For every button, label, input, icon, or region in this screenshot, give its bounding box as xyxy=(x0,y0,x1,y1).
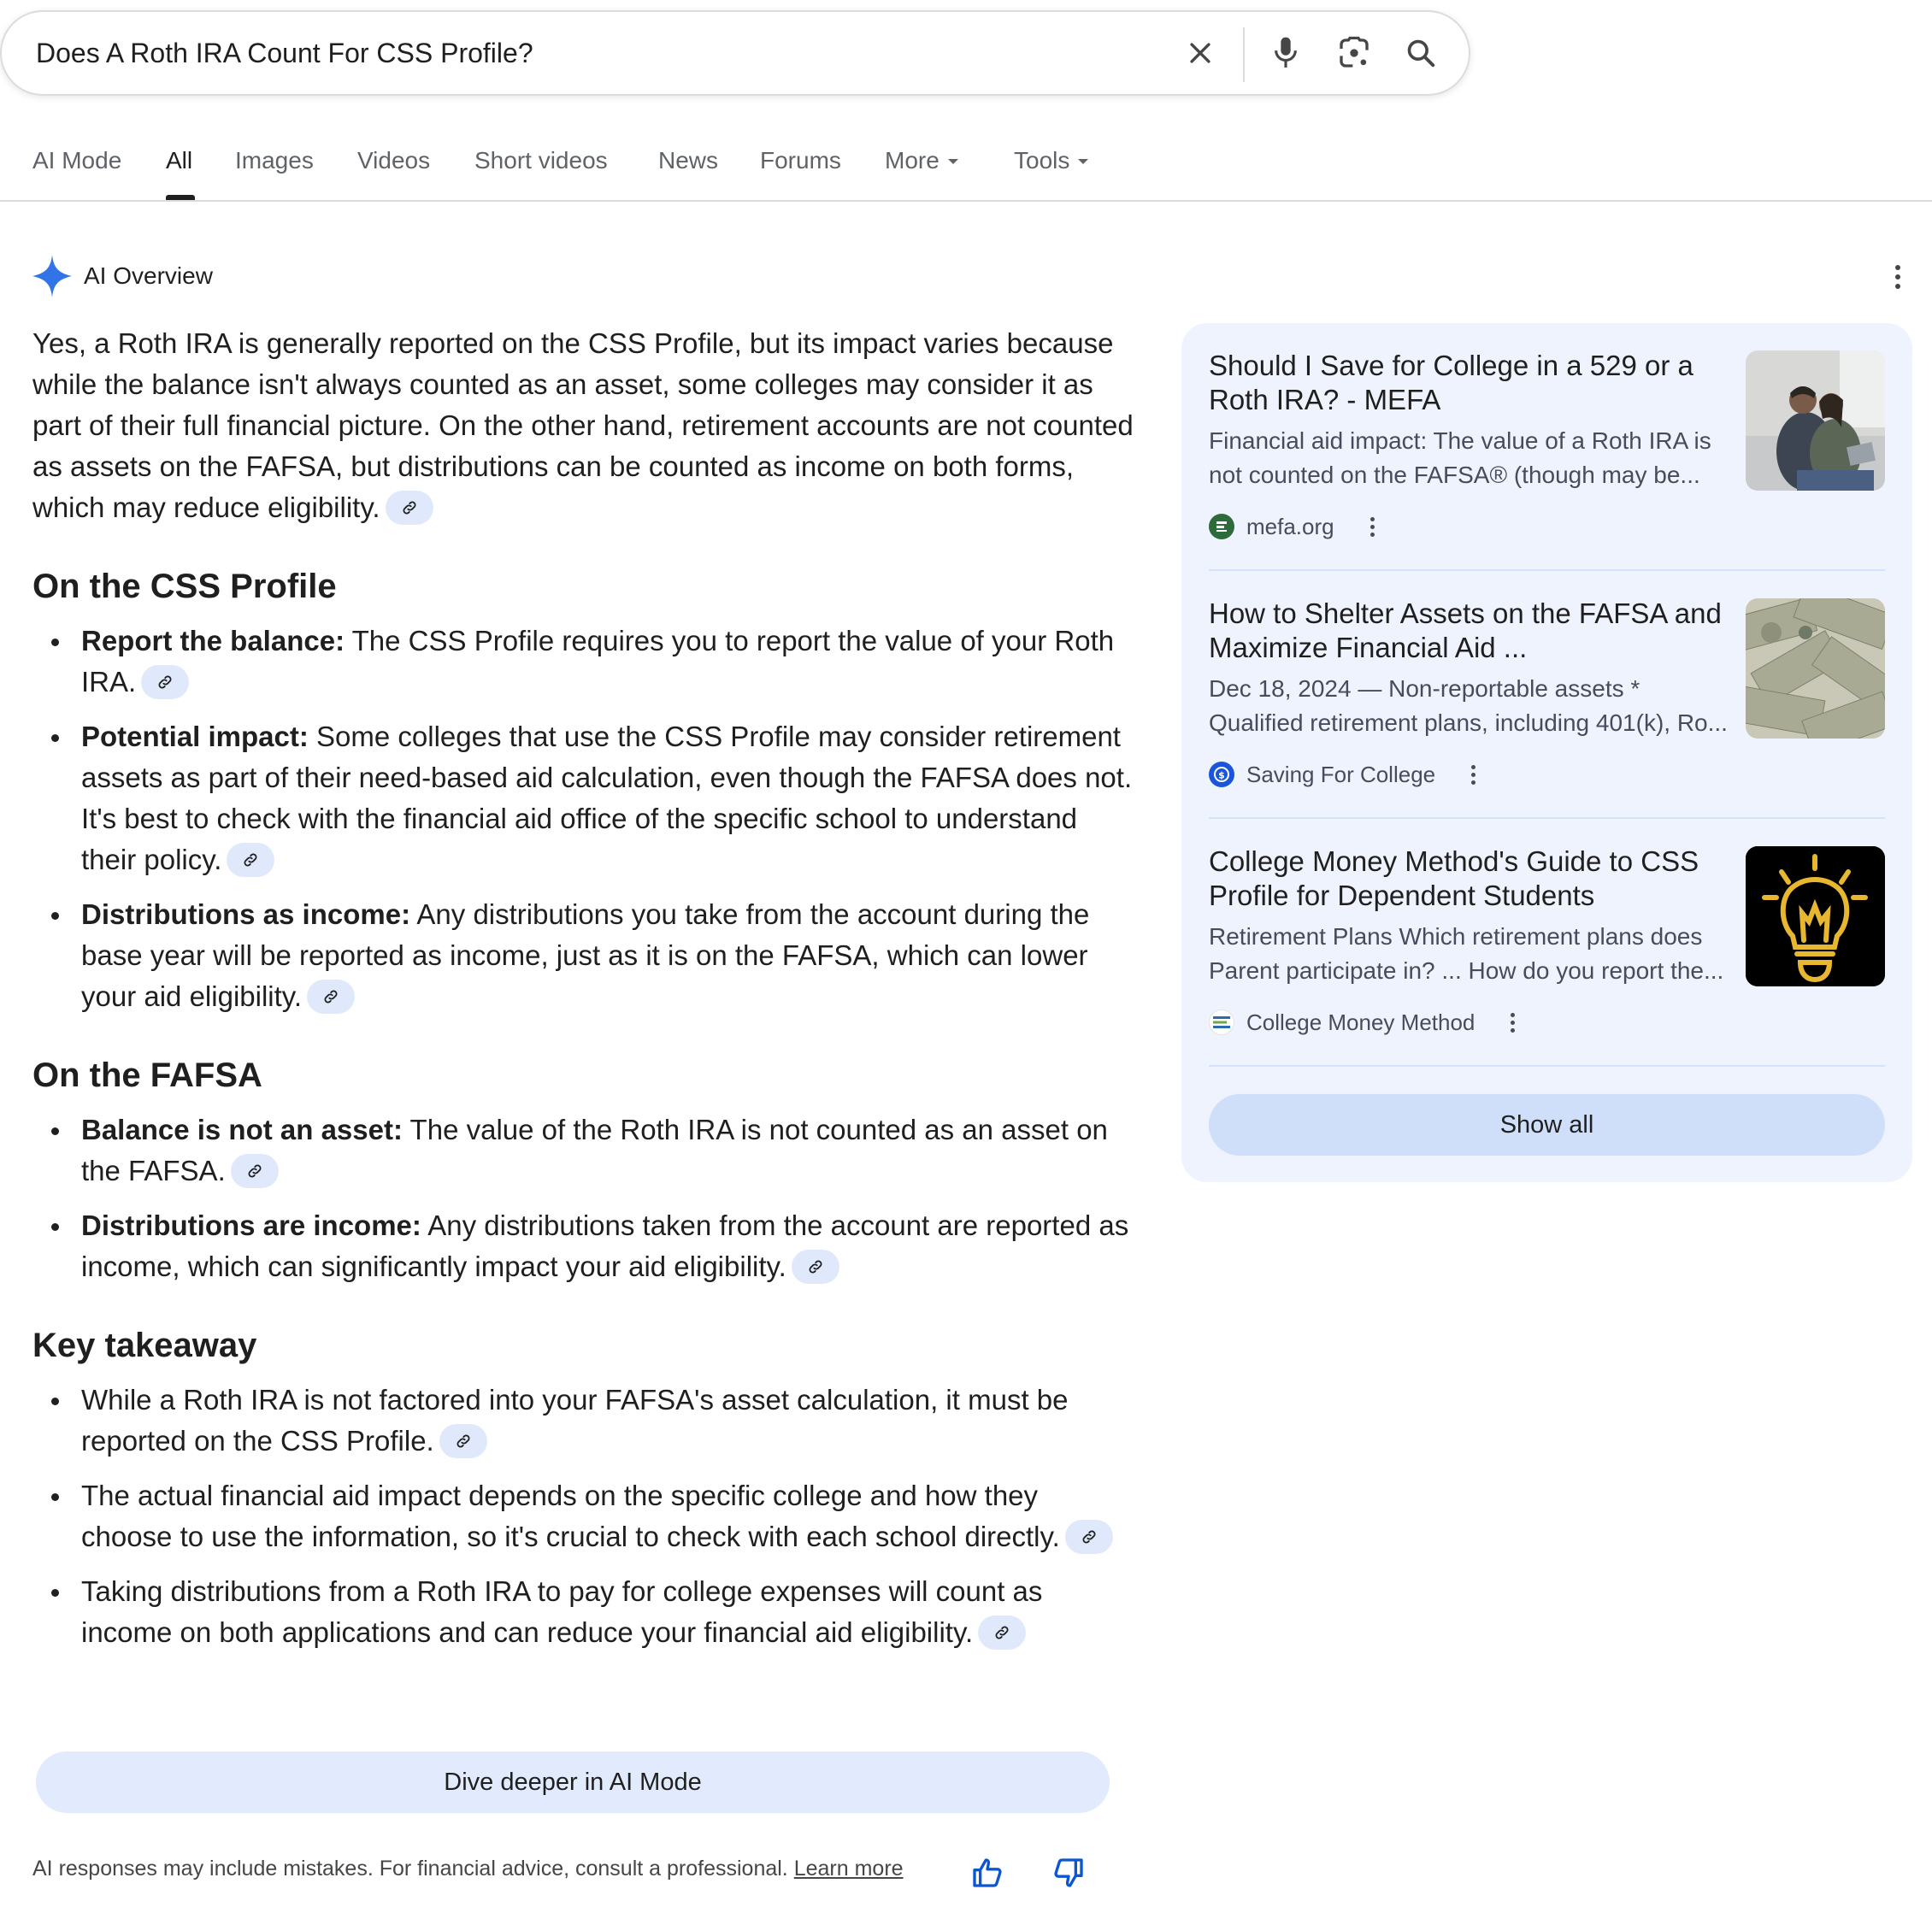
tab-short-videos[interactable] xyxy=(474,147,608,174)
sources-panel xyxy=(1181,323,1912,1182)
source-snippet: Retirement Plans Which retirement plans does Parent participate in? ... How do you report the... xyxy=(1209,923,1724,984)
card-divider xyxy=(1209,1065,1885,1067)
list-item xyxy=(32,1109,1135,1192)
thumbs-down-icon[interactable] xyxy=(1047,1851,1090,1894)
bullet-text: Any distributions you take from the account during the base year will be reported as income, just as it is on the FAFSA, which can lower your aid eligibility. xyxy=(81,898,1090,1012)
close-icon[interactable] xyxy=(1176,29,1224,77)
ai-overview-body xyxy=(32,323,1135,1667)
list-item xyxy=(32,894,1135,1017)
search-input[interactable]: Does A Roth IRA Count For CSS Profile? xyxy=(36,37,533,68)
bullet-label: Distributions as income: xyxy=(81,898,411,930)
fafsa-list xyxy=(32,1109,1135,1287)
bullet-text: The CSS Profile requires you to report the value of your Roth IRA. xyxy=(81,625,1115,697)
disclaimer-text: AI responses may include mistakes. For financial advice, consult a professional. xyxy=(32,1857,788,1881)
ai-overview-title: AI Overview xyxy=(84,262,213,289)
bullet-text: Any distributions taken from the account are reported as income, which can significantly impact your aid eligibility. xyxy=(81,1210,1129,1282)
section-heading-css-profile: On the CSS Profile xyxy=(32,568,337,605)
source-meta xyxy=(1209,1005,1522,1039)
bullet-label: Potential impact: xyxy=(81,721,309,752)
citation-link-icon[interactable] xyxy=(439,1424,487,1458)
tab-news[interactable] xyxy=(658,147,718,174)
google-lens-icon[interactable] xyxy=(1330,29,1378,77)
mefa-favicon-icon xyxy=(1209,514,1234,539)
source-options-icon[interactable] xyxy=(1504,1009,1522,1036)
source-site: Saving For College xyxy=(1246,761,1436,787)
learn-more-link[interactable]: Learn more xyxy=(793,1857,904,1881)
source-meta xyxy=(1209,757,1482,792)
lightbulb-thumbnail[interactable] xyxy=(1746,846,1885,986)
source-options-icon[interactable] xyxy=(1464,762,1482,788)
bullet-text: The value of the Roth IRA is not counted as an asset on the FAFSA. xyxy=(81,1114,1108,1186)
show-all-sources-button[interactable]: Show all xyxy=(1209,1094,1885,1156)
tab-forums[interactable] xyxy=(760,147,841,174)
citation-link-icon[interactable] xyxy=(231,1154,279,1188)
college-money-method-favicon-icon xyxy=(1209,1009,1234,1035)
tab-images[interactable] xyxy=(235,147,314,174)
search-icon[interactable] xyxy=(1397,29,1445,77)
bullet-text: While a Roth IRA is not factored into your FAFSA's asset calculation, it must be reported on the CSS Profile. xyxy=(81,1384,1069,1457)
tab-tools[interactable] xyxy=(1014,147,1088,174)
list-item xyxy=(32,1475,1135,1557)
microphone-icon[interactable] xyxy=(1262,29,1310,77)
tab-label: More xyxy=(885,147,939,174)
source-snippet: Dec 18, 2024 — Non-reportable assets * Qualified retirement plans, including 401(k), Ro... xyxy=(1209,675,1728,736)
citation-link-icon[interactable] xyxy=(227,843,274,877)
section-heading-key-takeaway: Key takeaway xyxy=(32,1327,257,1364)
saving-for-college-favicon-icon xyxy=(1209,762,1234,787)
more-options-icon[interactable] xyxy=(1884,258,1911,296)
tab-all[interactable] xyxy=(166,147,192,174)
svg-text:$: $ xyxy=(1218,769,1225,781)
thumbs-up-icon[interactable] xyxy=(966,1851,1009,1894)
ai-disclaimer xyxy=(32,1857,904,1881)
source-meta xyxy=(1209,509,1381,544)
tab-ai-mode[interactable] xyxy=(32,147,121,174)
bullet-text: Taking distributions from a Roth IRA to pay for college expenses will count as income on both applications and can reduce your financial aid eligibility. xyxy=(81,1575,1043,1648)
source-title[interactable]: How to Shelter Assets on the FAFSA and Maximize Financial Aid ... xyxy=(1209,597,1722,663)
key-takeaway-list xyxy=(32,1380,1135,1653)
tab-label: Videos xyxy=(357,147,431,174)
tab-label: Tools xyxy=(1014,147,1070,174)
bullet-label: Report the balance: xyxy=(81,625,345,656)
source-title[interactable]: College Money Method's Guide to CSS Profile for Dependent Students xyxy=(1209,845,1699,911)
tab-label: Forums xyxy=(760,147,841,174)
tab-more[interactable] xyxy=(885,147,958,174)
list-item xyxy=(32,621,1135,703)
citation-link-icon[interactable] xyxy=(978,1616,1026,1650)
bullet-text: The actual financial aid impact depends on the specific college and how they choose to use the information, so it's crucial to check with each school directly. xyxy=(81,1480,1060,1552)
citation-link-icon[interactable] xyxy=(141,665,189,699)
source-options-icon[interactable] xyxy=(1364,514,1381,540)
dive-deeper-ai-mode-button[interactable]: Dive deeper in AI Mode xyxy=(36,1751,1110,1813)
list-item xyxy=(32,1571,1135,1653)
search-tabs xyxy=(0,128,1932,202)
source-card[interactable] xyxy=(1209,819,1885,1067)
search-divider xyxy=(1243,27,1245,82)
intro-text: Yes, a Roth IRA is generally reported on the CSS Profile, but its impact varies because while the balance isn't always counted as an asset, some colleges may consider it as part of their full financial picture. On the other hand, retirement accounts are not counted as assets on the FAFSA, but distributions can be counted as income on both forms, which may reduce eligibility. xyxy=(32,327,1134,523)
tabs-divider xyxy=(0,200,1932,202)
overview-intro xyxy=(32,323,1135,528)
citation-link-icon[interactable] xyxy=(792,1250,839,1284)
source-title[interactable]: Should I Save for College in a 529 or a Roth IRA? - MEFA xyxy=(1209,350,1693,415)
source-card[interactable] xyxy=(1209,571,1885,819)
citation-link-icon[interactable] xyxy=(307,980,355,1014)
source-card[interactable] xyxy=(1209,323,1885,571)
source-snippet: Financial aid impact: The value of a Roth IRA is not counted on the FAFSA® (though may be... xyxy=(1209,427,1711,488)
cash-bills-thumbnail[interactable] xyxy=(1746,598,1885,739)
gemini-sparkle-icon xyxy=(32,255,72,297)
tab-label: News xyxy=(658,147,719,174)
bullet-label: Balance is not an asset: xyxy=(81,1114,403,1145)
list-item xyxy=(32,1380,1135,1462)
list-item xyxy=(32,1205,1135,1287)
source-site: mefa.org xyxy=(1246,513,1334,539)
citation-link-icon[interactable] xyxy=(386,491,433,525)
bullet-text: Some colleges that use the CSS Profile may consider retirement assets as part of their need-based aid calculation, even though the FAFSA does not. It's best to check with the financial aid office of the specific school to understand their policy. xyxy=(81,721,1133,875)
caret-down-icon xyxy=(1078,159,1088,164)
citation-link-icon[interactable] xyxy=(1065,1520,1113,1554)
tab-label: Images xyxy=(235,147,314,174)
tab-label: AI Mode xyxy=(32,147,122,174)
tab-label: Short videos xyxy=(474,147,608,174)
ai-overview-header xyxy=(32,255,213,297)
source-site: College Money Method xyxy=(1246,1009,1476,1035)
tab-label: All xyxy=(166,147,193,174)
search-bar[interactable] xyxy=(0,10,1470,96)
css-profile-list xyxy=(32,621,1135,1017)
couple-on-couch-thumbnail[interactable] xyxy=(1746,350,1885,491)
section-heading-fafsa: On the FAFSA xyxy=(32,1057,262,1094)
list-item xyxy=(32,716,1135,880)
caret-down-icon xyxy=(948,159,958,164)
bullet-label: Distributions are income: xyxy=(81,1210,421,1241)
tab-videos[interactable] xyxy=(357,147,430,174)
